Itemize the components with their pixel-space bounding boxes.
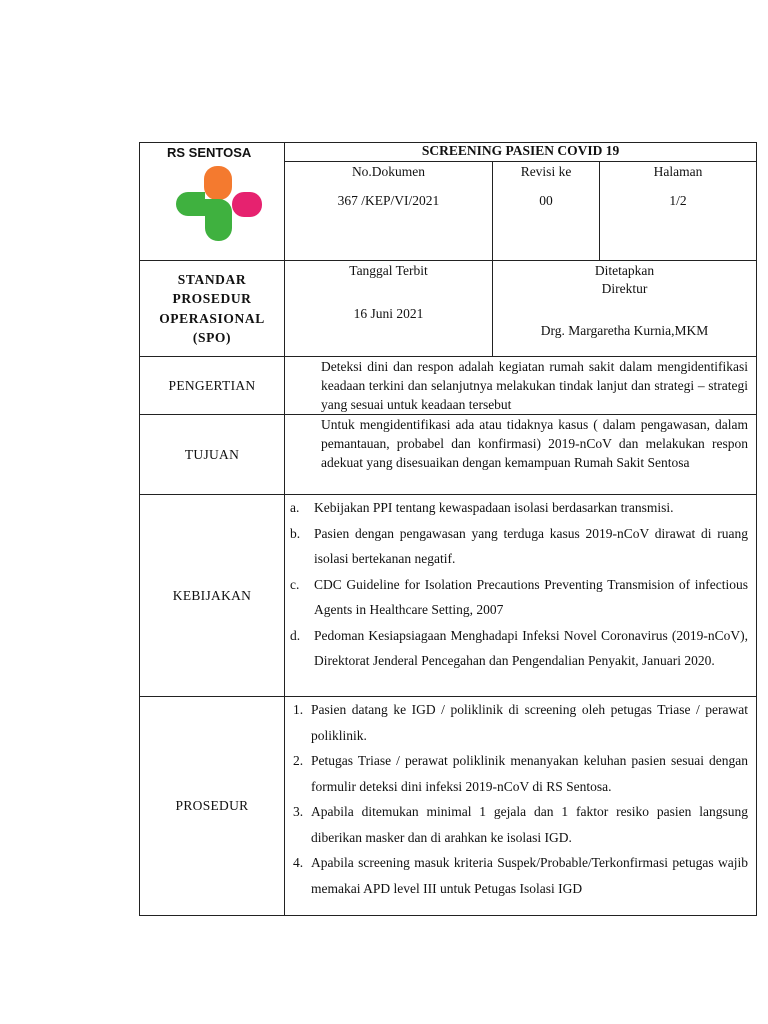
tujuan-text: Untuk mengidentifikasi ada atau tidaknya kasus ( dalam pengawasan, dalam pemantauan, probabel dan konfirmasi) 2019-nCoV dan melakukan respon adekuat yang disesuaikan dengan kemampuan Rumah Sakit Sentosa [321,417,749,470]
list-marker: c. [290,576,300,592]
kebijakan-list [285,495,756,674]
spo-document [139,142,756,915]
spo-table [139,142,757,916]
no-dokumen-value: 367 /KEP/VI/2021 [337,193,440,208]
kebijakan-label: KEBIJAKAN [140,495,285,697]
ditetapkan-cell [493,261,757,357]
list-marker: 2. [293,753,304,768]
list-item-text: Pasien datang ke IGD / poliklinik di screening oleh petugas Triase / perawat poliklinik. [311,702,749,743]
list-item-text: Apabila ditemukan minimal 1 gejala dan 1 faktor resiko pasien langsung diberikan masker dan di arahkan ke isolasi IGD. [311,804,749,845]
list-marker: b. [290,525,301,541]
hospital-name: RS SENTOSA [167,145,252,160]
list-marker: 3. [293,804,304,819]
spo-label: STANDAR PROSEDUR OPERASIONAL (SPO) [140,261,285,357]
list-marker: a. [290,500,300,515]
prosedur-list [285,697,756,901]
logo-pink-petal [232,192,262,217]
list-item-text: Pasien dengan pengawasan yang terduga kasus 2019-nCoV dirawat di ruang isolasi bertekanan negatif. [314,525,749,566]
tanggal-terbit-cell [285,261,493,357]
list-marker: 1. [293,702,304,717]
tujuan-cell [285,415,757,495]
list-item-text: Apabila screening masuk kriteria Suspek/Probable/Terkonfirmasi petugas wajib memakai APD level III untuk Petugas Isolasi IGD [311,855,749,896]
prosedur-item [293,799,748,850]
list-marker: 4. [293,855,304,870]
logo-green-cross [176,192,232,241]
list-item-text: CDC Guideline for Isolation Precautions Preventing Transmision of infectious Agents in Healthcare Setting, 2007 [314,576,749,617]
cross-logo-icon [175,166,263,246]
logo-orange-petal [204,166,232,200]
list-item-text: Kebijakan PPI tentang kewaspadaan isolasi berdasarkan transmisi. [314,500,674,515]
ditetapkan-label: Ditetapkan [594,263,655,278]
hospital-cell [140,143,285,261]
tanggal-terbit-label: Tanggal Terbit [349,263,428,278]
prosedur-item [293,697,748,748]
revisi-value: 00 [539,193,553,208]
pengertian-cell [285,357,757,415]
document-title: SCREENING PASIEN COVID 19 [285,143,757,162]
kebijakan-item [290,521,748,572]
pengertian-text: Deteksi dini dan respon adalah kegiatan rumah sakit dalam mengidentifikasi keadaan terkini dan selanjutnya melakukan tindak lanjut dan strategi – strategi yang sesuai untuk keadaan tersebut [321,359,749,412]
tanggal-terbit-value: 16 Juni 2021 [353,306,424,321]
list-marker: d. [290,627,301,643]
kebijakan-item [290,623,748,674]
prosedur-item [293,850,748,901]
halaman-cell [600,162,757,261]
direktur-name: Drg. Margaretha Kurnia,MKM [540,323,709,338]
direktur-label: Direktur [601,281,648,296]
list-item-text: Petugas Triase / perawat poliklinik menanyakan keluhan pasien sesuai dengan formulir deteksi dini infeksi 2019-nCoV di RS Sentosa. [311,753,749,794]
hospital-logo [175,166,284,250]
prosedur-label: PROSEDUR [140,697,285,916]
revisi-cell [493,162,600,261]
pengertian-label: PENGERTIAN [140,357,285,415]
no-dokumen-cell [285,162,493,261]
halaman-label: Halaman [653,164,703,179]
kebijakan-item [290,495,748,521]
prosedur-cell [285,697,757,916]
revisi-label: Revisi ke [520,164,572,179]
no-dokumen-label: No.Dokumen [351,164,426,179]
kebijakan-cell [285,495,757,697]
halaman-value: 1/2 [669,193,687,208]
prosedur-item [293,748,748,799]
kebijakan-item [290,572,748,623]
list-item-text: Pedoman Kesiapsiagaan Menghadapi Infeksi Novel Coronavirus (2019-nCoV), Direktorat Jenderal Pencegahan dan Pengendalian Penyakit, Januari 2020. [314,627,749,668]
tujuan-label: TUJUAN [140,415,285,495]
